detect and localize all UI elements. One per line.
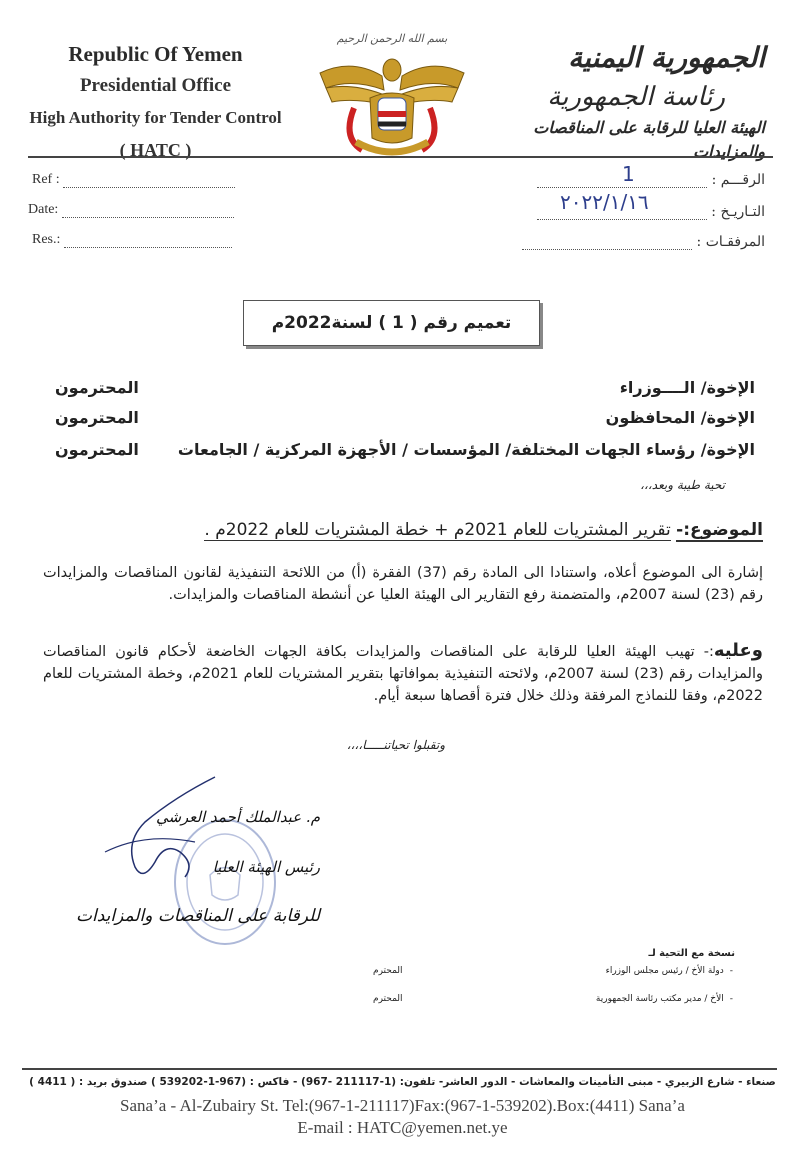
body-paragraph-2: وعليه:- تهيب الهيئة العليا للرقابة على المناقصات والمزايدات بكافة الجهات الخاضعة لأحكام قانون المناقصات والمزايدات رقم (23) لسنة 2007م، ولائحته التنفيذية بموافاتها بتقرير المشتريات للعام 2021م، وخطة المشتريات للعام 2022م، وفقا للنماذج المرفقة وذلك خلال فترة أقصاها سبعة أيام. [43,640,763,704]
basmala: بسم الله الرحمن الرحيم [336,32,448,45]
footer-email: E-mail : HATC@yemen.net.ye [297,1118,508,1137]
subject-line [63,520,763,540]
recipient-line-1: الإخوة/ الــــوزراء المحترمون [55,378,755,397]
footer-arabic-address: صنعاء - شارع الزبيري - مبنى التأمينات والمعاشات - الدور العاشر- تلفون: (1-211117 -967) - فاكس : (967-1-539202 ) صندوق بريد : ( 4411 ) [29,1076,776,1088]
res-field [32,232,232,248]
english-letterhead [28,38,283,166]
ref-field [32,172,235,188]
footer-divider [22,1068,777,1070]
ar-country-name: الجمهورية اليمنية [568,41,765,74]
ar-attachments-label: المرفقـات : [696,234,765,250]
header-divider [28,156,773,158]
signatory-title-2: للرقابة على المناقصات والمزايدات [75,906,320,926]
body-paragraph-1: إشارة الى الموضوع أعلاه، واستنادا الى المادة رقم (37) الفقرة (أ) من اللائحة التنفيذية لقانون المناقصات والمزايدات رقم (23) لسنة 2007م، والمتضمنة رفع التقارير الى الهيئة العليا عن أنشطة المناقصات والمزايدات. [43,565,763,603]
ar-date-label: التـاريـخ : [711,204,765,220]
date-field [28,202,234,218]
ref-label: Ref : [32,172,60,187]
cc-item-1: -دولة الأخ / رئيس مجلس الوزراء المحترم [373,966,733,976]
ar-ref-label: الرقـــم : [711,172,765,188]
circular-title: تعميم رقم ( 1 ) لسنة2022م [243,300,540,346]
therefore-keyword: وعليه [713,640,763,661]
closing-remark: وتقبلوا تحياتنـــــا،،،، [346,738,445,752]
signatory-title-1: رئيس الهيئة العليا [212,858,320,876]
cc-item-2: -الأخ / مدير مكتب رئاسة الجمهورية المحترم [373,994,733,1004]
subject-text: تقرير المشتريات للعام 2021م + خطة المشتريات للعام 2022م . [204,520,671,540]
ar-ref-field [505,172,765,188]
recipient-line-2: الإخوة/ المحافظون المحترمون [55,408,755,427]
ar-office-name: رئاسة الجمهورية [547,82,725,112]
res-label: Res.: [32,232,61,247]
ar-attachments-field [505,234,765,250]
cc-header: نسخة مع التحية لـ [648,948,735,959]
subject-label: الموضوع:- [676,520,763,540]
office-name: Presidential Office [79,75,232,96]
country-name: Republic Of Yemen [68,42,243,66]
greeting: تحية طيبة وبعد،،، [640,478,725,492]
signatory-name: م. عبدالملك أحمد العرشي [155,808,320,826]
date-value: ٢٠٢٢/١/١٦ [560,190,649,214]
ar-authority-name: الهيئة العليا للرقابة على المناقصات والمزايدات [533,118,765,161]
date-label: Date: [28,202,59,217]
authority-acronym: ( HATC ) [119,140,192,160]
authority-name: High Authority for Tender Control [29,108,282,127]
arabic-letterhead [475,38,765,164]
recipient-line-3: الإخوة/ رؤساء الجهات المختلفة/ المؤسسات / الأجهزة المركزية / الجامعات المحترمون [55,440,755,459]
yemen-eagle-emblem [312,28,472,158]
ref-value: 1 [622,162,635,186]
footer-english-address: Sana’a - Al-Zubairy St. Tel:(967-1-211117)Fax:(967-1-539202).Box:(4411) Sana’a [120,1096,685,1115]
